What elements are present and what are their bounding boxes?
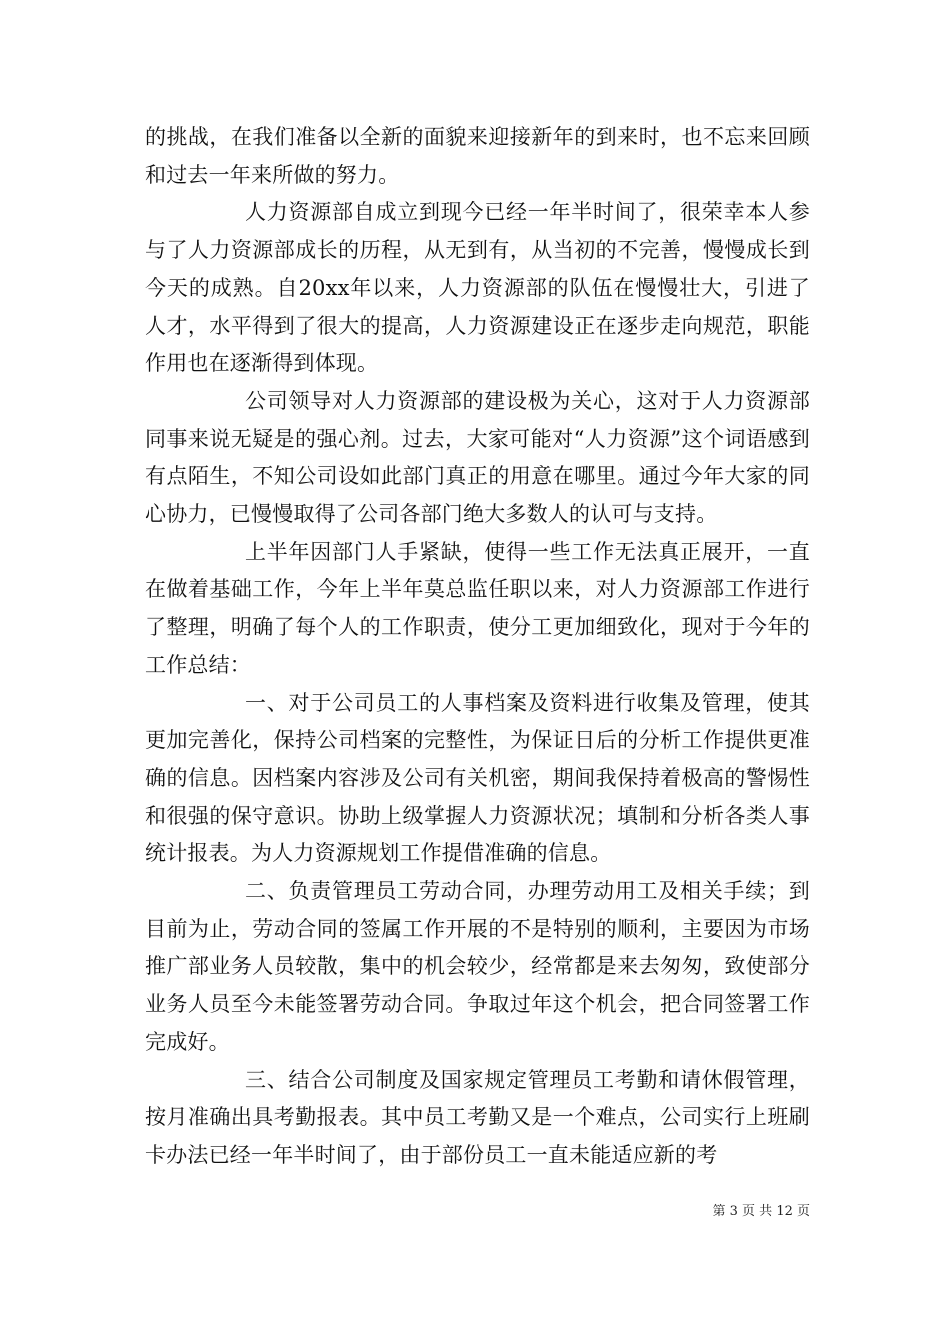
paragraph-leadership-support: 公司领导对人力资源部的建设极为关心，这对于人力资源部同事来说无疑是的强心剂。过去，大家可能对“人力资源”这个词语感到有点陌生，不知公司设如此部门真正的用意在哪里。通过今年大家的同心协力，已慢慢取得了公司各部门绝大多数人的认可与支持。: [145, 388, 810, 527]
paragraph-first-half-year: 上半年因部门人手紧缺，使得一些工作无法真正展开，一直在做着基础工作，今年上半年莫总监任职以来，对人力资源部工作进行了整理，明确了每个人的工作职责，使分工更加细致化，现对于今年的工作总结：: [145, 539, 810, 677]
page-number-footer: 第 3 页 共 12 页: [712, 1204, 810, 1219]
paragraph-continuation: 的挑战，在我们准备以全新的面貌来迎接新年的到来时，也不忘来回顾和过去一年来所做的努力。: [145, 125, 810, 187]
paragraph-item-three-attendance: 三、结合公司制度及国家规定管理员工考勤和请休假管理，按月准确出具考勤报表。其中员工考勤又是一个难点，公司实行上班刷卡办法已经一年半时间了，由于部份员工一直未能适应新的考: [145, 1067, 810, 1167]
paragraph-item-two-labor-contracts: 二、负责管理员工劳动合同，办理劳动用工及相关手续；到目前为止，劳动合同的签属工作开展的不是特别的顺利，主要因为市场推广部业务人员较散，集中的机会较少，经常都是来去匆匆，致使部分业务人员至今未能签署劳动合同。争取过年这个机会，把合同签署工作完成好。: [145, 879, 810, 1054]
paragraph-item-one-personnel-files: 一、对于公司员工的人事档案及资料进行收集及管理，使其更加完善化，保持公司档案的完整性，为保证日后的分析工作提供更准确的信息。因档案内容涉及公司有关机密，期间我保持着极高的警惕性和很强的保守意识。协助上级掌握人力资源状况；填制和分析各类人事统计报表。为人力资源规划工作提借准确的信息。: [145, 690, 810, 866]
document-body: [145, 119, 810, 1175]
paragraph-hr-department-history: 人力资源部自成立到现今已经一年半时间了，很荣幸本人参与了人力资源部成长的历程，从无到有，从当初的不完善，慢慢成长到今天的成熟。自20xx年以来，人力资源部的队伍在慢慢壮大，引进了人才，水平得到了很大的提高，人力资源建设正在逐步走向规范，职能作用也在逐渐得到体现。: [145, 200, 810, 376]
